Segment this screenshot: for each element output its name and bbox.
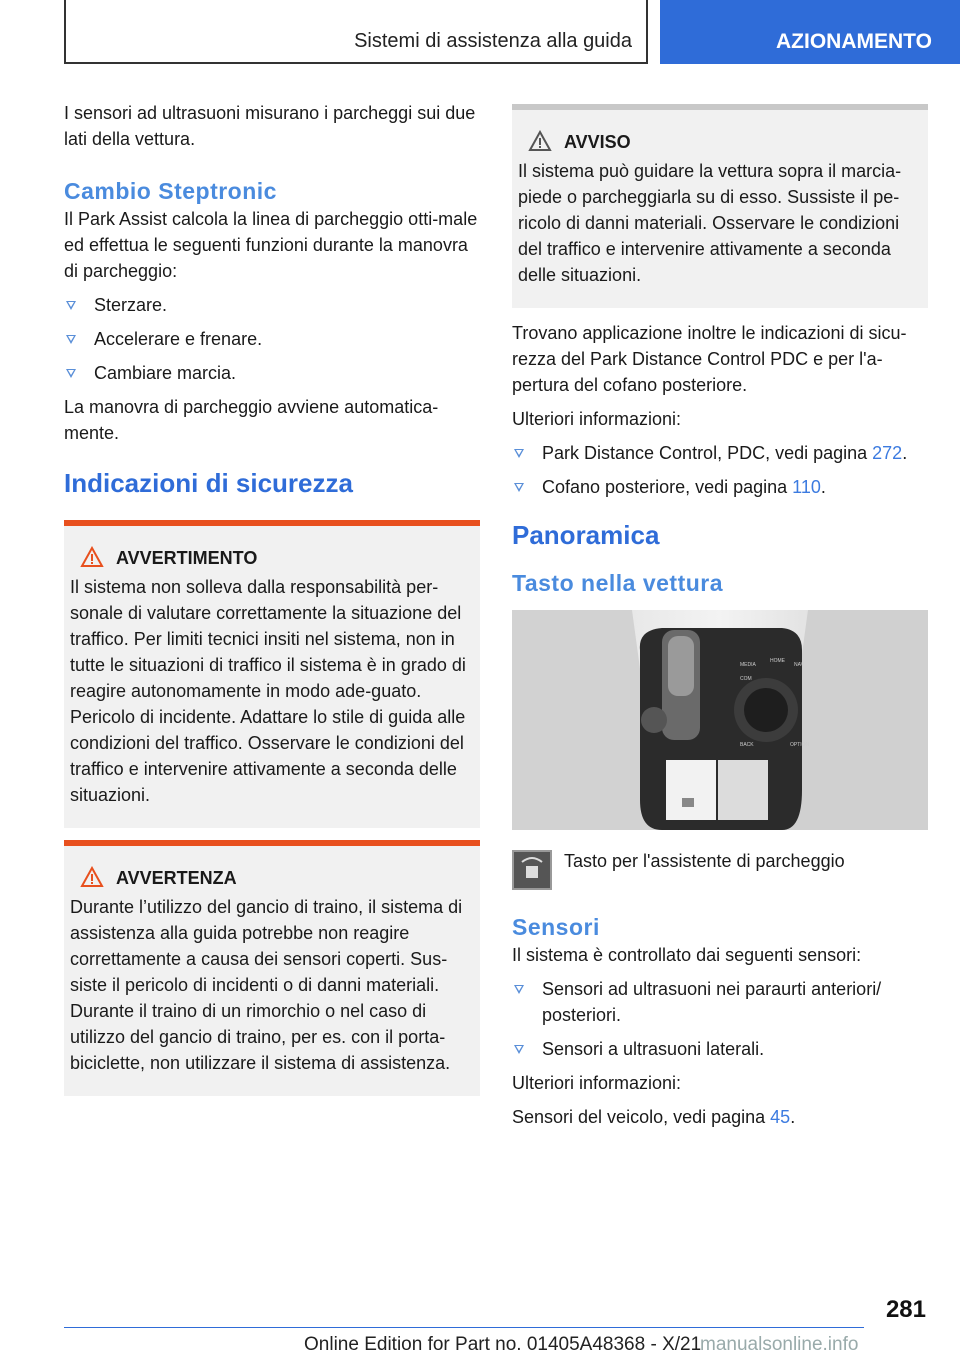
option-label: OPTION: [790, 742, 810, 748]
steptronic-text: Il Park Assist calcola la linea di parcheggio otti-male ed effettua le seguenti funzioni durante la manovra di parcheggio:: [64, 209, 478, 281]
triangle-bullet-icon: [66, 301, 76, 310]
sensors-list: [512, 976, 928, 1062]
list-item: Sterzare.: [64, 292, 480, 318]
warning-triangle-icon: [528, 130, 552, 152]
triangle-bullet-icon: [66, 335, 76, 344]
chapter-title: AZIONAMENTO: [776, 30, 932, 53]
home-label: HOME: [770, 658, 785, 664]
page-link-110[interactable]: 110: [792, 477, 821, 497]
media-label: MEDIA: [740, 662, 756, 668]
park-assist-key-icon: [512, 850, 552, 890]
com-label: COM: [740, 676, 752, 682]
steptronic-heading: Cambio Steptronic: [64, 178, 277, 204]
back-label: BACK: [740, 742, 754, 748]
warning-title: AVVERTIMENTO: [70, 546, 474, 570]
header-section-box: [64, 0, 648, 64]
triangle-bullet-icon: [514, 483, 524, 492]
caution-title: AVVERTENZA: [70, 866, 474, 890]
notice-title: AVVISO: [518, 130, 922, 154]
notice-text: Il sistema può guidare la vettura sopra il marcia-piede o parcheggiarla su di esso. Sussiste il pe-ricolo di danni materiali. Osservare le condizioni del traffico e intervenire attivamente a seconda delle situazioni.: [518, 161, 902, 285]
edition-text: Online Edition for Part no. 01405A48368 - X/21: [304, 1334, 702, 1355]
watermark: manualsonline.info: [700, 1334, 859, 1355]
steptronic-after-text: La manovra di parcheggio avviene automatica-mente.: [64, 397, 439, 443]
overview-heading: Panoramica: [512, 520, 660, 550]
intro-text: I sensori ad ultrasuoni misurano i parcheggi sui due lati della vettura.: [64, 103, 476, 149]
key-label: Tasto per l'assistente di parcheggio: [564, 851, 845, 871]
triangle-bullet-icon: [514, 449, 524, 458]
page-link-272[interactable]: 272: [872, 443, 903, 463]
key-legend: [512, 844, 928, 904]
caution-box: [64, 840, 480, 1096]
console-photo: [512, 610, 928, 830]
triangle-bullet-icon: [514, 1045, 524, 1054]
triangle-bullet-icon: [66, 369, 76, 378]
safety-heading: Indicazioni di sicurezza: [64, 468, 353, 498]
button-heading: Tasto nella vettura: [512, 570, 724, 596]
steptronic-list: [64, 292, 480, 386]
warning-box: [64, 520, 480, 828]
footer-divider: [64, 1327, 864, 1328]
page-number: 281: [885, 1296, 926, 1323]
nav-label: NAV: [794, 662, 804, 668]
list-item: Park Distance Control, PDC, vedi pagina 272.: [512, 440, 928, 466]
list-item: Sensori a ultrasuoni laterali.: [512, 1036, 928, 1062]
caution-text: Durante l’utilizzo del gancio di traino, il sistema di assistenza alla guida potrebbe non reagire correttamente a causa dei sensori coperti. Sus-siste il pericolo di incidenti o di danni materiali. Durante il traino di un rimorchio o nel caso di utilizzo del gancio di traino, per es. con il porta-biciclette, non utilizzare il sistema di assistenza.: [70, 897, 463, 1073]
console-illustration: [512, 610, 928, 830]
header-chapter-tab[interactable]: [660, 0, 960, 64]
links-list: [512, 440, 928, 500]
sensors-heading: Sensori: [512, 914, 600, 940]
list-item: Cambiare marcia.: [64, 360, 480, 386]
notice-box: [512, 104, 928, 308]
triangle-bullet-icon: [514, 985, 524, 994]
vehicle-sensors-ref: Sensori del veicolo, vedi pagina 45.: [512, 1107, 796, 1127]
page-link-45[interactable]: 45: [770, 1107, 791, 1127]
list-item: Sensori ad ultrasuoni nei paraurti anteriori/ posteriori.: [512, 976, 928, 1028]
sensors-text: Il sistema è controllato dai seguenti sensori:: [512, 945, 862, 965]
list-item: Accelerare e frenare.: [64, 326, 480, 352]
section-title: Sistemi di assistenza alla guida: [354, 30, 632, 52]
right-column: [512, 104, 928, 1138]
more-info-label-2: Ulteriori informazioni:: [512, 1073, 682, 1093]
left-column: [64, 100, 480, 1096]
more-info-label: Ulteriori informazioni:: [512, 409, 682, 429]
warning-triangle-icon: [80, 546, 104, 568]
warning-text: Il sistema non solleva dalla responsabilità per-sonale di valutare correttamente la situazione del traffico. Per limiti tecnici insiti nel sistema, non in tutte le situazioni di traffico il sistema è in grado di reagire autonomamente in modo ade-guato. Pericolo di incidente. Adattare lo stile di guida alle condizioni del traffico. Osservare le condizioni del traffico e intervenire attivamente a seconda delle situazioni.: [70, 577, 466, 805]
list-item: Cofano posteriore, vedi pagina 110.: [512, 474, 928, 500]
warning-triangle-icon: [80, 866, 104, 888]
pdc-text: Trovano applicazione inoltre le indicazioni di sicu-rezza del Park Distance Control PDC e per l'a-pertura del cofano posteriore.: [512, 323, 907, 395]
